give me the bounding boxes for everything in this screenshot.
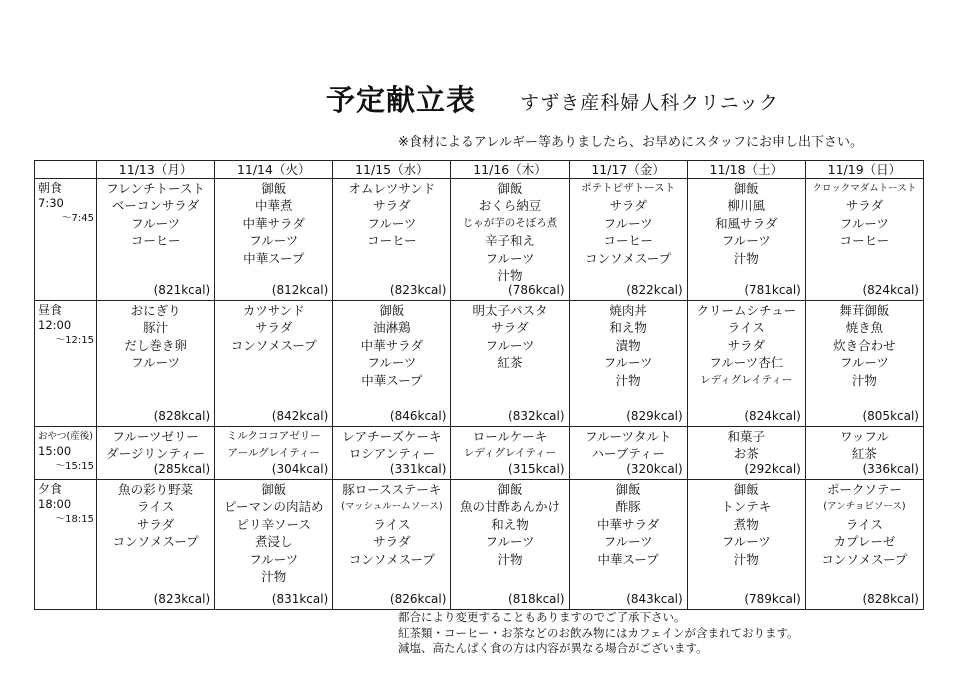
menu-item: フルーツ [367, 215, 417, 231]
menu-item: クリームシチュー [696, 303, 797, 318]
meal-row [35, 301, 924, 427]
menu-items [451, 301, 568, 372]
menu-item: フルーツゼリー [112, 429, 199, 444]
menu-item: 魚の彩り野菜 [118, 482, 194, 497]
menu-items [688, 480, 805, 568]
day-header: 11/13（月） [97, 161, 215, 179]
menu-item: だし巻き卵 [124, 337, 187, 353]
menu-item: 炊き合わせ [833, 337, 896, 353]
menu-body [35, 179, 924, 610]
kcal-value: (826kcal) [389, 592, 447, 606]
menu-item: 豚ロースステーキ [342, 482, 442, 497]
menu-items [570, 427, 687, 463]
kcal-value: (315kcal) [508, 462, 565, 476]
menu-cell [451, 301, 569, 427]
menu-item: 中華スープ [597, 551, 659, 567]
kcal-value: (846kcal) [389, 409, 447, 423]
menu-items [570, 179, 687, 267]
menu-item: 汁物 [497, 268, 523, 284]
menu-cell [97, 480, 215, 610]
menu-items [333, 427, 450, 463]
corner-cell [35, 161, 97, 179]
menu-item: 汁物 [733, 250, 759, 266]
kcal-value: (829kcal) [626, 409, 683, 423]
menu-item: お茶 [733, 446, 759, 462]
menu-item: サラダ [491, 320, 529, 336]
menu-item: 御飯 [261, 181, 287, 196]
menu-item: 汁物 [615, 372, 641, 388]
menu-cell [569, 301, 687, 427]
footer-notes [398, 610, 799, 657]
menu-item: 和え物 [609, 320, 647, 336]
day-header: 11/16（木） [451, 161, 569, 179]
day-header: 11/17（金） [569, 161, 687, 179]
kcal-value: (821kcal) [153, 283, 211, 297]
kcal-value: (805kcal) [862, 409, 919, 423]
menu-cell [333, 427, 451, 480]
menu-item: 御飯 [379, 303, 405, 318]
menu-item: サラダ [609, 198, 647, 214]
kcal-value: (781kcal) [744, 283, 801, 297]
menu-cell [97, 427, 215, 480]
menu-item: ワッフル [839, 429, 889, 444]
menu-item: ライス [845, 516, 883, 532]
menu-cell [97, 179, 215, 301]
kcal-value: (336kcal) [862, 462, 919, 476]
menu-cell [97, 301, 215, 427]
menu-item: ハーブティー [591, 446, 665, 462]
menu-item: フルーツタルト [584, 429, 672, 444]
menu-item: コーヒー [839, 233, 890, 249]
meal-end-time: ～15:15 [55, 461, 94, 472]
kcal-value: (824kcal) [862, 283, 919, 297]
menu-item: 油淋鶏 [373, 320, 411, 336]
meal-time: 18:00 [38, 497, 72, 511]
menu-item: ポークソテー [826, 482, 902, 497]
menu-items [451, 179, 568, 284]
menu-item: 御飯 [615, 482, 641, 497]
menu-item: サラダ [373, 198, 411, 214]
menu-item: 御飯 [497, 482, 523, 497]
menu-item: オムレツサンド [348, 181, 436, 196]
menu-item: コーヒー [367, 233, 417, 249]
menu-item: 御飯 [733, 181, 759, 196]
menu-items [570, 301, 687, 389]
menu-item: ライス [727, 320, 765, 336]
menu-item: フルーツ [839, 355, 889, 371]
menu-items [451, 427, 568, 463]
menu-item: サラダ [136, 516, 175, 532]
meal-name: 昼食 [38, 303, 63, 317]
meal-end-time: ～18:15 [55, 514, 94, 525]
menu-item: ピーマンの肉詰め [223, 499, 324, 515]
menu-item: コーヒー [603, 233, 653, 249]
menu-item: サラダ [255, 320, 293, 336]
menu-items [806, 301, 923, 389]
menu-item: コンソメスープ [821, 551, 908, 567]
kcal-value: (822kcal) [626, 283, 683, 297]
menu-item: 柳川風 [727, 198, 766, 214]
menu-item: カプレーゼ [833, 534, 896, 550]
menu-item: フルーツ [485, 337, 535, 353]
menu-item: おくら納豆 [478, 198, 542, 214]
menu-item: フルーツ [839, 215, 889, 231]
menu-item: 紅茶 [497, 355, 523, 371]
footer-note: 減塩、高たんぱく食の方は内容が異なる場合がございます。 [398, 641, 708, 655]
meal-name: おやつ(産後) [38, 431, 93, 442]
day-header-row [35, 161, 924, 179]
menu-cell [215, 179, 333, 301]
menu-item: フルーツ [131, 215, 181, 231]
menu-item: (マッシュルームソース) [341, 501, 443, 513]
menu-items [688, 179, 805, 267]
menu-item: 魚の甘酢あんかけ [459, 499, 560, 515]
menu-item: ポテトピザトースト [581, 182, 676, 194]
menu-item: 和菓子 [727, 429, 766, 444]
menu-item: 豚汁 [143, 320, 169, 336]
menu-item: フルーツ [249, 551, 299, 567]
kcal-value: (831kcal) [271, 592, 329, 606]
meal-time: 15:00 [38, 444, 72, 458]
menu-items [97, 427, 214, 463]
menu-item: 明太子パスタ [472, 303, 548, 318]
menu-table [34, 160, 924, 610]
menu-item: トンテキ [721, 499, 772, 515]
menu-item: サラダ [845, 198, 884, 214]
menu-cell [451, 427, 569, 480]
menu-item: 汁物 [261, 569, 287, 585]
menu-item: 中華スープ [243, 250, 305, 266]
menu-items [333, 480, 450, 568]
menu-item: コンソメスープ [112, 534, 199, 550]
meal-row [35, 427, 924, 480]
menu-item: アールグレイティー [227, 447, 320, 460]
menu-item: サラダ [727, 337, 765, 353]
menu-items [215, 301, 332, 354]
meal-label [35, 480, 97, 610]
meal-label [35, 427, 97, 480]
menu-cell [333, 480, 451, 610]
menu-item: 漬物 [615, 337, 641, 353]
menu-items [806, 427, 923, 463]
menu-item: 中華煮 [254, 198, 293, 214]
kcal-value: (304kcal) [271, 462, 329, 476]
meal-row [35, 480, 924, 610]
menu-item: フルーツ [485, 534, 535, 550]
menu-item: 煮物 [733, 516, 759, 532]
menu-items [215, 179, 332, 267]
menu-item: コンソメスープ [348, 551, 435, 567]
kcal-value: (842kcal) [271, 409, 329, 423]
meal-name: 夕食 [38, 482, 63, 496]
menu-item: フルーツ [603, 215, 653, 231]
menu-item: 舞茸御飯 [839, 303, 890, 318]
day-header: 11/18（土） [687, 161, 805, 179]
menu-cell [451, 179, 569, 301]
kcal-value: (828kcal) [862, 592, 919, 606]
menu-item: フルーツ [721, 233, 771, 249]
menu-item: ミルクココアゼリー [226, 430, 321, 442]
menu-items [215, 480, 332, 585]
menu-item: 中華サラダ [242, 215, 305, 231]
menu-item: 焼き魚 [845, 320, 884, 336]
day-header: 11/19（日） [805, 161, 923, 179]
kcal-value: (823kcal) [389, 283, 447, 297]
menu-items [97, 301, 214, 372]
menu-items [806, 480, 923, 568]
menu-item: 辛子和え [484, 233, 535, 249]
menu-cell [215, 301, 333, 427]
menu-item: サラダ [373, 534, 411, 550]
menu-item: コンソメスープ [230, 337, 317, 353]
menu-item: 煮浸し [254, 534, 293, 550]
menu-item: フルーツ [485, 250, 535, 266]
menu-item: おにぎり [130, 303, 181, 318]
footer-note: 都合により変更することもありますのでご了承下さい。 [398, 610, 686, 624]
meal-time: 7:30 [38, 196, 64, 210]
menu-cell [687, 301, 805, 427]
kcal-value: (285kcal) [153, 462, 211, 476]
menu-item: フルーツ [367, 355, 417, 371]
menu-items [333, 301, 450, 389]
day-header: 11/15（水） [333, 161, 451, 179]
menu-item: フルーツ [603, 534, 653, 550]
kcal-value: (292kcal) [744, 462, 801, 476]
menu-cell [805, 301, 923, 427]
menu-item: コンソメスープ [585, 250, 672, 266]
menu-item: 中華サラダ [596, 516, 660, 532]
menu-item: 酢豚 [615, 499, 641, 515]
meal-label [35, 301, 97, 427]
menu-item: 御飯 [261, 482, 287, 497]
menu-cell [215, 427, 333, 480]
menu-cell [215, 480, 333, 610]
kcal-value: (843kcal) [626, 592, 683, 606]
kcal-value: (823kcal) [153, 592, 211, 606]
menu-item: ライス [373, 516, 411, 532]
menu-cell [451, 480, 569, 610]
menu-items [688, 301, 805, 389]
menu-item: 御飯 [733, 482, 759, 497]
menu-item: 和風サラダ [715, 215, 778, 231]
kcal-value: (818kcal) [508, 592, 565, 606]
meal-name: 朝食 [38, 181, 63, 195]
menu-cell [569, 480, 687, 610]
menu-items [451, 480, 568, 568]
menu-items [688, 427, 805, 463]
menu-items [215, 427, 332, 463]
menu-item: フルーツ [603, 355, 653, 371]
menu-item: ライス [137, 499, 175, 515]
kcal-value: (812kcal) [271, 283, 329, 297]
menu-item: フルーツ [721, 534, 771, 550]
menu-cell [569, 179, 687, 301]
menu-item: ダージリンティー [106, 446, 205, 462]
menu-item: 中華スープ [361, 372, 423, 388]
page-title: 予定献立表 [326, 83, 477, 117]
menu-item: 紅茶 [851, 446, 877, 462]
meal-end-time: ～7:45 [61, 213, 94, 224]
kcal-value: (824kcal) [744, 409, 801, 423]
menu-cell [687, 427, 805, 480]
meal-time: 12:00 [38, 318, 72, 332]
day-header: 11/14（火） [215, 161, 333, 179]
menu-item: コーヒー [130, 233, 181, 249]
menu-item: じゃが芋のそぼろ煮 [462, 216, 558, 229]
allergy-notice: ※食材によるアレルギー等ありましたら、お早めにスタッフにお申し出下さい。 [398, 135, 864, 150]
meal-row [35, 179, 924, 301]
kcal-value: (786kcal) [508, 283, 565, 297]
menu-cell [687, 480, 805, 610]
menu-item: レディグレイティー [463, 447, 557, 460]
kcal-value: (320kcal) [626, 462, 683, 476]
meal-label [35, 179, 97, 301]
menu-item: フルーツ [131, 355, 181, 371]
clinic-name: すずき産科婦人科クリニック [520, 92, 780, 114]
menu-item: ピリ辛ソース [236, 516, 311, 532]
menu-item: ロールケーキ [472, 429, 548, 444]
menu-item: ベーコンサラダ [111, 198, 200, 214]
menu-item: (アンチョビソース) [823, 501, 906, 513]
menu-item: 汁物 [733, 551, 759, 567]
kcal-value: (331kcal) [389, 462, 447, 476]
menu-item: 御飯 [497, 181, 523, 196]
menu-items [97, 480, 214, 551]
menu-items [333, 179, 450, 250]
kcal-value: (828kcal) [153, 409, 211, 423]
menu-item: 汁物 [497, 551, 523, 567]
menu-cell [805, 427, 923, 480]
menu-cell [805, 480, 923, 610]
footer-note: 紅茶類・コーヒー・お茶などのお飲み物にはカフェインが含まれております。 [398, 625, 799, 640]
menu-item: フルーツ [249, 233, 299, 249]
menu-item: 中華サラダ [360, 337, 424, 353]
menu-item: 汁物 [851, 372, 877, 388]
menu-item: クロックマダムトースト [812, 183, 917, 194]
menu-item: 和え物 [491, 516, 529, 532]
menu-item: フルーツ杏仁 [709, 355, 784, 371]
menu-item: フレンチトースト [106, 181, 205, 196]
menu-item: 焼肉丼 [609, 303, 647, 318]
menu-item: レアチーズケーキ [342, 429, 442, 444]
menu-item: カツサンド [242, 303, 305, 318]
menu-items [806, 179, 923, 250]
menu-cell [569, 427, 687, 480]
menu-cell [805, 179, 923, 301]
menu-items [97, 179, 214, 250]
menu-cell [333, 179, 451, 301]
menu-item: ロシアンティー [348, 446, 435, 462]
kcal-value: (789kcal) [744, 592, 801, 606]
meal-end-time: ～12:15 [55, 335, 94, 346]
kcal-value: (832kcal) [508, 409, 565, 423]
menu-cell [687, 179, 805, 301]
menu-item: レディグレイティー [700, 373, 793, 386]
menu-cell [333, 301, 451, 427]
menu-items [570, 480, 687, 568]
